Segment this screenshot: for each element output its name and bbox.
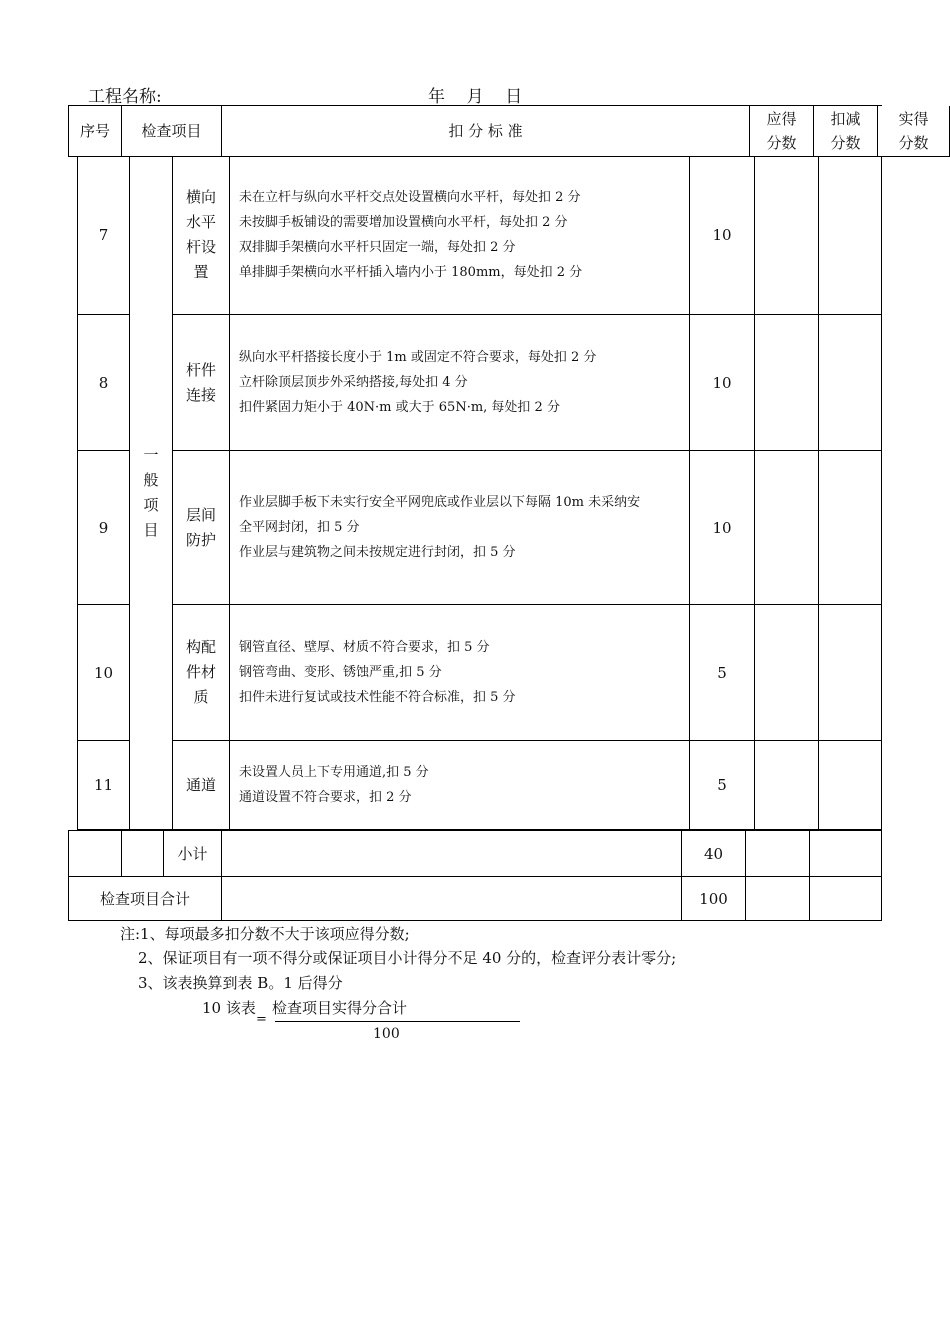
row-item xyxy=(173,741,230,830)
formula-denominator: 100 xyxy=(373,1026,400,1042)
header-deduct xyxy=(814,106,878,157)
row-criteria xyxy=(230,741,690,830)
row-no: 10 xyxy=(78,605,130,741)
row-item xyxy=(173,315,230,451)
row-item xyxy=(173,156,230,315)
row-actual xyxy=(819,156,882,315)
row-item-text: 杆件连接 xyxy=(185,360,216,404)
criteria-line: 未在立杆与纵向水平杆交点处设置横向水平杆，每处扣 2 分 xyxy=(239,190,581,205)
date-label: 年 月 日 xyxy=(428,87,523,107)
header-score-due xyxy=(750,106,814,157)
header-item: 检查项目 xyxy=(122,106,222,157)
project-name-label: 工程名称: xyxy=(88,87,162,107)
row-deduct xyxy=(755,451,819,605)
row-actual xyxy=(819,315,882,451)
subtotal-blank-1 xyxy=(69,831,122,877)
total-criteria xyxy=(222,877,682,921)
header-no: 序号 xyxy=(69,106,122,157)
row-deduct xyxy=(755,741,819,830)
row-deduct xyxy=(755,605,819,741)
row-score: 10 xyxy=(690,315,755,451)
subtotal-label: 小计 xyxy=(164,831,222,877)
criteria-line: 作业层与建筑物之间未按规定进行封闭，扣 5 分 xyxy=(239,545,516,560)
row-no: 9 xyxy=(78,451,130,605)
totals-table xyxy=(68,830,882,921)
criteria-line: 单排脚手架横向水平杆插入墙内小于 180mm，每处扣 2 分 xyxy=(239,265,583,280)
total-actual xyxy=(810,877,882,921)
subtotal-deduct xyxy=(746,831,810,877)
row-item-text: 构配件材质 xyxy=(185,638,216,706)
note-1: 注:1、每项最多扣分数不大于该项应得分数; xyxy=(120,925,410,943)
row-deduct xyxy=(755,315,819,451)
row-actual xyxy=(819,451,882,605)
header-criteria: 扣 分 标 准 xyxy=(222,106,750,157)
row-item-text: 横向水平杆设置 xyxy=(185,188,216,281)
total-label: 检查项目合计 xyxy=(69,877,222,921)
subtotal-blank-2 xyxy=(122,831,164,877)
group-label: 一般项目 xyxy=(143,445,159,539)
header-score-due-text: 应得分数 xyxy=(766,110,797,152)
criteria-line: 扣件紧固力矩小于 40N·m 或大于 65N·m, 每处扣 2 分 xyxy=(239,400,560,415)
criteria-line: 通道设置不符合要求，扣 2 分 xyxy=(239,790,412,805)
header-actual-text: 实得分数 xyxy=(898,110,929,152)
row-no: 7 xyxy=(78,156,130,315)
row-item xyxy=(173,605,230,741)
row-score: 10 xyxy=(690,156,755,315)
header-actual xyxy=(878,106,950,157)
subtotal-criteria xyxy=(222,831,682,877)
row-score: 5 xyxy=(690,741,755,830)
subtotal-actual xyxy=(810,831,882,877)
note-2: 2、保证项目有一项不得分或保证项目小计得分不足 40 分的，检查评分表计零分; xyxy=(138,949,677,967)
criteria-line: 未设置人员上下专用通道,扣 5 分 xyxy=(239,765,429,780)
row-item xyxy=(173,451,230,605)
row-actual xyxy=(819,741,882,830)
criteria-line: 钢管直径、壁厚、材质不符合要求，扣 5 分 xyxy=(239,640,490,655)
row-score: 5 xyxy=(690,605,755,741)
subtotal-score: 40 xyxy=(682,831,746,877)
row-deduct xyxy=(755,156,819,315)
row-criteria xyxy=(230,156,690,315)
row-no: 8 xyxy=(78,315,130,451)
criteria-line: 扣件未进行复试或技术性能不符合标准，扣 5 分 xyxy=(239,690,516,705)
formula-eq: = xyxy=(256,1012,267,1027)
criteria-line: 纵向水平杆搭接长度小于 1m 或固定不符合要求，每处扣 2 分 xyxy=(239,350,597,365)
row-item-text: 层间防护 xyxy=(185,505,216,549)
header-table xyxy=(68,105,929,157)
row-criteria xyxy=(230,315,690,451)
total-deduct xyxy=(746,877,810,921)
criteria-line: 全平网封闭，扣 5 分 xyxy=(239,520,360,535)
items-table xyxy=(77,156,882,831)
formula-lhs: 10 该表 xyxy=(202,999,256,1017)
criteria-line: 立杆除顶层顶步外采纳搭接,每处扣 4 分 xyxy=(239,375,468,390)
group-label-cell xyxy=(130,156,173,830)
row-criteria xyxy=(230,605,690,741)
row-criteria xyxy=(230,451,690,605)
criteria-line: 双排脚手架横向水平杆只固定一端，每处扣 2 分 xyxy=(239,240,516,255)
note-3: 3、该表换算到表 B。1 后得分 xyxy=(138,974,343,992)
formula-numerator: 检查项目实得分合计 xyxy=(272,999,408,1017)
criteria-line: 作业层脚手板下未实行安全平网兜底或作业层以下每隔 10m 未采纳安 xyxy=(239,495,641,510)
header-deduct-text: 扣减分数 xyxy=(830,110,861,152)
criteria-line: 钢管弯曲、变形、锈蚀严重,扣 5 分 xyxy=(239,665,442,680)
row-item-text: 通道 xyxy=(185,776,216,794)
total-score: 100 xyxy=(682,877,746,921)
criteria-line: 未按脚手板铺设的需要增加设置横向水平杆，每处扣 2 分 xyxy=(239,215,568,230)
row-no: 11 xyxy=(78,741,130,830)
row-score: 10 xyxy=(690,451,755,605)
row-actual xyxy=(819,605,882,741)
